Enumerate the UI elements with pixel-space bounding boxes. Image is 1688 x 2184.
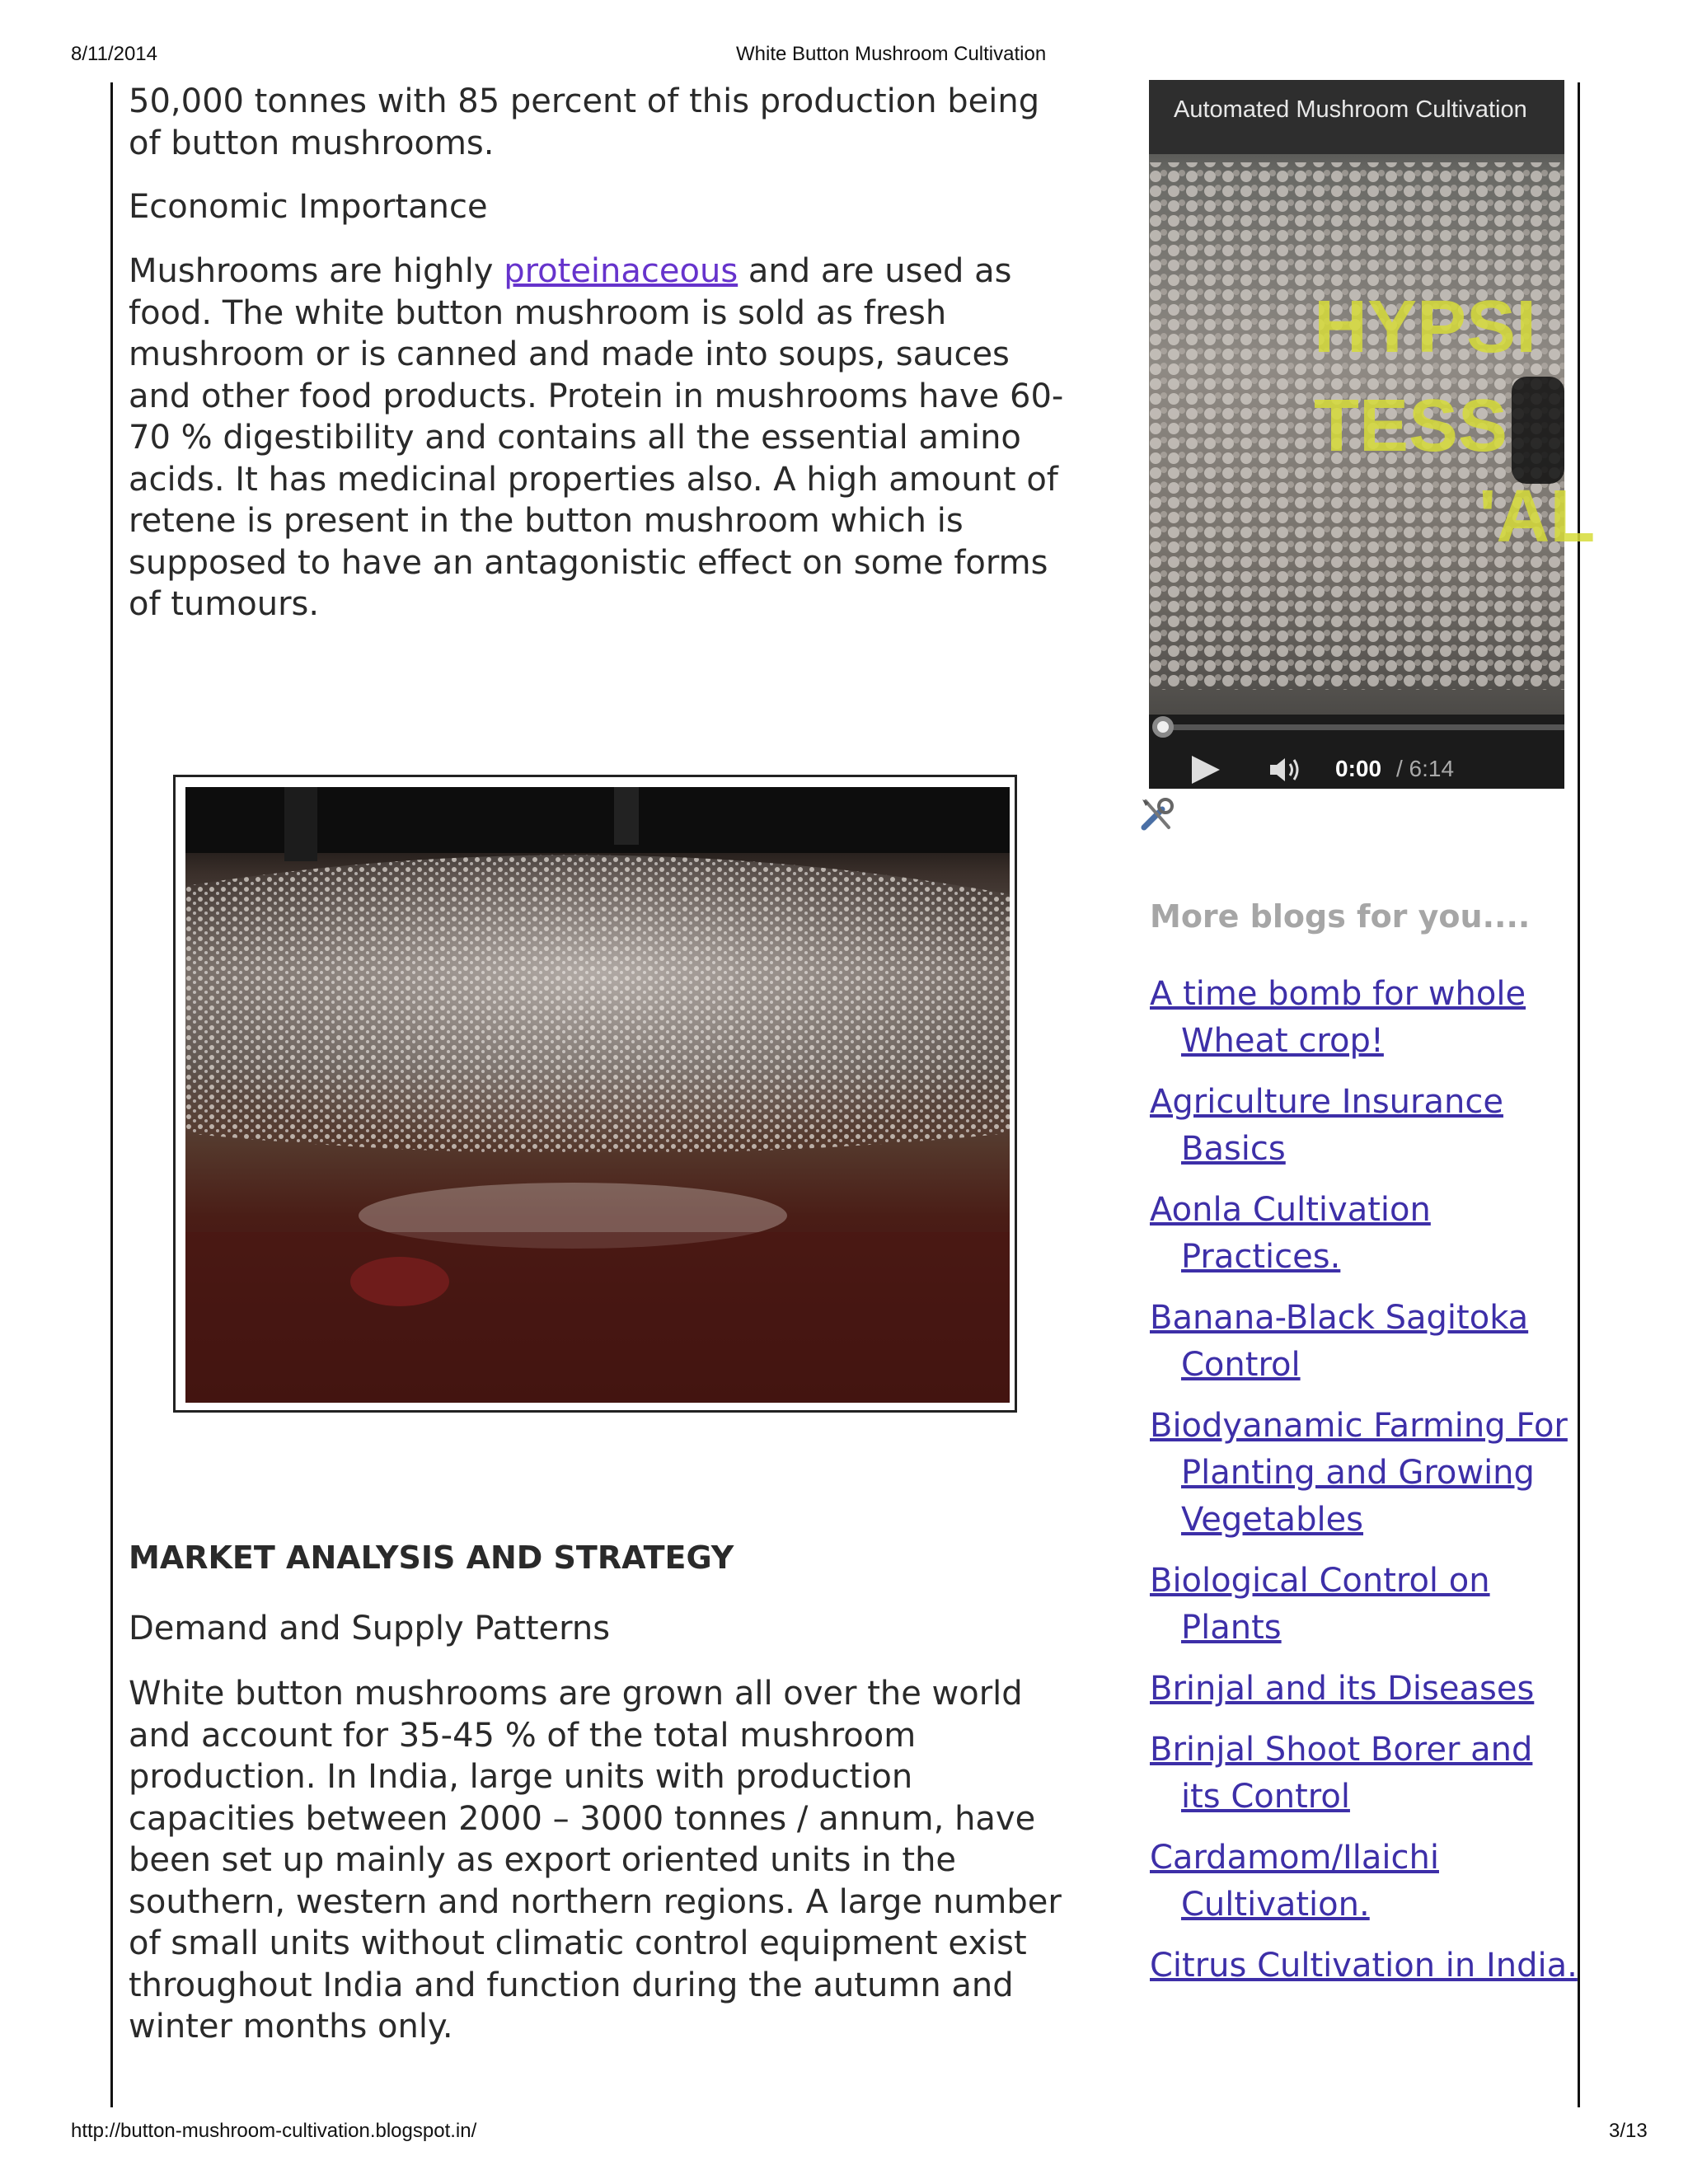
video-progress-knob[interactable] <box>1152 716 1174 738</box>
video-thumbnail[interactable] <box>1149 80 1596 715</box>
demand-supply-heading: Demand and Supply Patterns <box>129 1610 611 1647</box>
play-icon[interactable] <box>1192 756 1220 784</box>
supply-paragraph: White button mushrooms are grown all over the world and account for 35-45 % of the total mushroom production. In India, large units with production capacities between 2000 – 3000 tonnes / annum, have been set up mainly as export oriented units in the southern, western and northern regions. A large number of small units without climatic control equipment exist throughout India and function during the autumn and winter months only. <box>129 1675 1062 2046</box>
intro-paragraph: 50,000 tonnes with 85 percent of this production being of button mushrooms. <box>129 82 1040 162</box>
more-blogs-list <box>1150 971 1578 2004</box>
blog-link[interactable]: Aonla Cultivation Practices. <box>1150 1191 1431 1276</box>
mushroom-bed-photo <box>173 775 1017 1413</box>
economic-importance-paragraph <box>129 251 1068 626</box>
list-item <box>1150 1187 1578 1281</box>
blog-link[interactable]: Brinjal Shoot Borer and its Control <box>1150 1731 1533 1816</box>
list-item <box>1150 1403 1578 1544</box>
blog-link[interactable]: Cardamom/Ilaichi Cultivation. <box>1150 1839 1439 1924</box>
volume-icon[interactable] <box>1268 756 1305 784</box>
list-item <box>1150 1079 1578 1173</box>
list-item <box>1150 1295 1578 1389</box>
page-number: 3/13 <box>1609 2120 1648 2142</box>
blog-link[interactable]: Biological Control on Plants <box>1150 1562 1490 1647</box>
video-thumbnail-art <box>1149 80 1596 715</box>
video-title[interactable]: Automated Mushroom Cultivation <box>1174 96 1527 123</box>
economic-importance-heading: Economic Importance <box>129 188 488 226</box>
print-date: 8/11/2014 <box>71 43 157 65</box>
more-blogs-heading: More blogs for you.... <box>1150 898 1531 935</box>
list-item <box>1150 1666 1578 1713</box>
svg-text:HYPSI: HYPSI <box>1314 286 1537 368</box>
video-duration: / 6:14 <box>1396 756 1455 781</box>
body-text-after-link: and are used as food. The white button mushroom is sold as fresh mushroom or is canned and made into soups, sauces and other food products. Protein in mushrooms have 60-70 % digestibility and contains all the essential amino acids. It has medicinal properties also. A high amount of retene is present in the button mushroom which is supposed to have an antagonistic effect on some forms of tumours. <box>129 252 1064 623</box>
blog-link[interactable]: Banana-Black Sagitoka Control <box>1150 1299 1529 1384</box>
list-item <box>1150 1727 1578 1821</box>
svg-text:TESS: TESS <box>1314 385 1508 467</box>
video-progress-bar[interactable] <box>1165 724 1564 730</box>
left-divider <box>110 82 113 2107</box>
body-text-before-link: Mushrooms are highly <box>129 252 504 290</box>
print-title: White Button Mushroom Cultivation <box>736 43 1047 65</box>
print-url: http://button-mushroom-cultivation.blogspot.in/ <box>71 2120 477 2142</box>
list-item <box>1150 1558 1578 1652</box>
embedded-video-player[interactable] <box>1149 80 1596 789</box>
mushroom-bed-image <box>185 787 1010 1403</box>
video-current-time: 0:00 <box>1335 756 1382 781</box>
list-item <box>1150 1943 1578 1990</box>
blog-link[interactable]: Biodyanamic Farming For Planting and Growing Vegetables <box>1150 1407 1568 1539</box>
tools-icon[interactable] <box>1137 794 1177 834</box>
blog-link[interactable]: Brinjal and its Diseases <box>1150 1670 1535 1708</box>
list-item <box>1150 1835 1578 1929</box>
video-controls <box>1149 715 1564 789</box>
market-analysis-heading: MARKET ANALYSIS AND STRATEGY <box>129 1540 734 1576</box>
mushroom-bed-illustration <box>185 787 1010 1403</box>
list-item <box>1150 971 1578 1065</box>
svg-text:'AL: 'AL <box>1479 476 1596 558</box>
proteinaceous-link[interactable]: proteinaceous <box>504 252 738 290</box>
blog-link[interactable]: Agriculture Insurance Basics <box>1150 1083 1503 1168</box>
more-blogs-widget <box>1150 898 1578 1985</box>
blog-link[interactable]: Citrus Cultivation in India. <box>1150 1947 1578 1985</box>
blog-link[interactable]: A time bomb for whole Wheat crop! <box>1150 975 1526 1060</box>
